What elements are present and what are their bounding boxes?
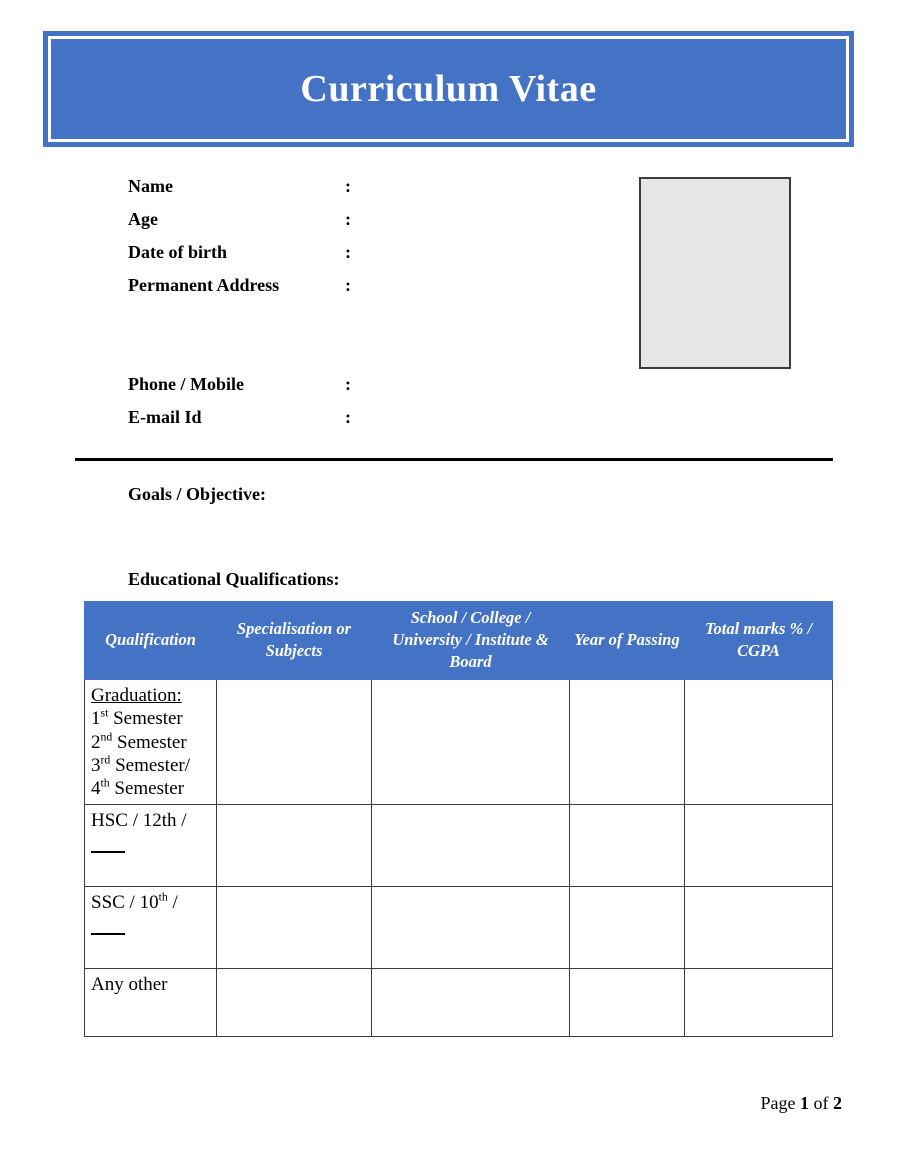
cell-total-marks[interactable] (685, 887, 833, 969)
cell-institute[interactable] (372, 969, 570, 1037)
column-header-year-of-passing: Year of Passing (570, 602, 685, 680)
photo-placeholder[interactable] (639, 177, 791, 369)
table-header-row (85, 602, 833, 680)
table-row (85, 680, 833, 805)
cell-total-marks[interactable] (685, 805, 833, 887)
hsc-label: HSC / 12th / (91, 810, 187, 832)
hsc-blank-line[interactable] (91, 832, 214, 859)
detail-row-date-of-birth (128, 242, 548, 275)
cell-year-of-passing[interactable] (570, 969, 685, 1037)
address-entry-space (128, 308, 548, 374)
ssc-blank-line[interactable] (91, 914, 214, 941)
cell-institute[interactable] (372, 887, 570, 969)
detail-label: Phone / Mobile (128, 374, 244, 394)
footer-current-page: 1 (800, 1093, 809, 1113)
detail-label: Permanent Address (128, 275, 280, 295)
detail-row-name (128, 176, 548, 209)
detail-separator: : (345, 242, 351, 262)
cell-year-of-passing[interactable] (570, 887, 685, 969)
detail-label: Date of birth (128, 242, 227, 262)
educational-qualifications-heading: Educational Qualifications: (128, 569, 340, 589)
column-header-institute: School / College / University / Institute & Board (372, 602, 570, 680)
cell-qualification-ssc (85, 887, 217, 969)
cell-qualification-any-other: Any other (85, 969, 217, 1037)
ssc-label: SSC / 10th / (91, 890, 178, 914)
title-banner-inner (48, 36, 849, 142)
cell-specialisation[interactable] (217, 805, 372, 887)
column-header-total-marks: Total marks % / CGPA (685, 602, 833, 680)
detail-separator: : (345, 275, 351, 295)
cell-institute[interactable] (372, 680, 570, 805)
semester-1-label: 1st Semester (91, 707, 183, 730)
cell-qualification-hsc (85, 805, 217, 887)
cell-qualification-graduation (85, 680, 217, 805)
page-title: Curriculum Vitae (300, 68, 597, 110)
detail-separator: : (345, 209, 351, 229)
semester-3-label: 3rd Semester/ (91, 753, 190, 776)
detail-label: E-mail Id (128, 407, 202, 427)
detail-row-age (128, 209, 548, 242)
detail-separator: : (345, 407, 351, 427)
detail-row-permanent-address (128, 275, 548, 308)
cell-specialisation[interactable] (217, 680, 372, 805)
detail-label: Name (128, 176, 173, 196)
detail-label: Age (128, 209, 158, 229)
cell-year-of-passing[interactable] (570, 805, 685, 887)
table-row (85, 805, 833, 887)
detail-row-email-id (128, 407, 548, 440)
column-header-specialisation: Specialisation or Subjects (217, 602, 372, 680)
cell-specialisation[interactable] (217, 969, 372, 1037)
page-footer (761, 1093, 843, 1114)
cell-specialisation[interactable] (217, 887, 372, 969)
cell-institute[interactable] (372, 805, 570, 887)
semester-2-label: 2nd Semester (91, 730, 187, 753)
cell-year-of-passing[interactable] (570, 680, 685, 805)
column-header-qualification: Qualification (85, 602, 217, 680)
detail-row-phone-mobile (128, 374, 548, 407)
personal-details (128, 176, 548, 440)
graduation-label: Graduation: (91, 685, 182, 707)
goals-objective-heading: Goals / Objective: (128, 484, 266, 504)
footer-middle: of (813, 1093, 829, 1113)
semester-4-label: 4th Semester (91, 776, 185, 799)
title-banner (43, 31, 854, 147)
footer-prefix: Page (760, 1093, 796, 1113)
education-table (84, 601, 833, 1037)
detail-separator: : (345, 374, 351, 394)
cell-total-marks[interactable] (685, 680, 833, 805)
section-divider (75, 458, 833, 461)
table-row (85, 969, 833, 1037)
detail-separator: : (345, 176, 351, 196)
table-row (85, 887, 833, 969)
footer-total-pages: 2 (833, 1093, 842, 1113)
cell-total-marks[interactable] (685, 969, 833, 1037)
